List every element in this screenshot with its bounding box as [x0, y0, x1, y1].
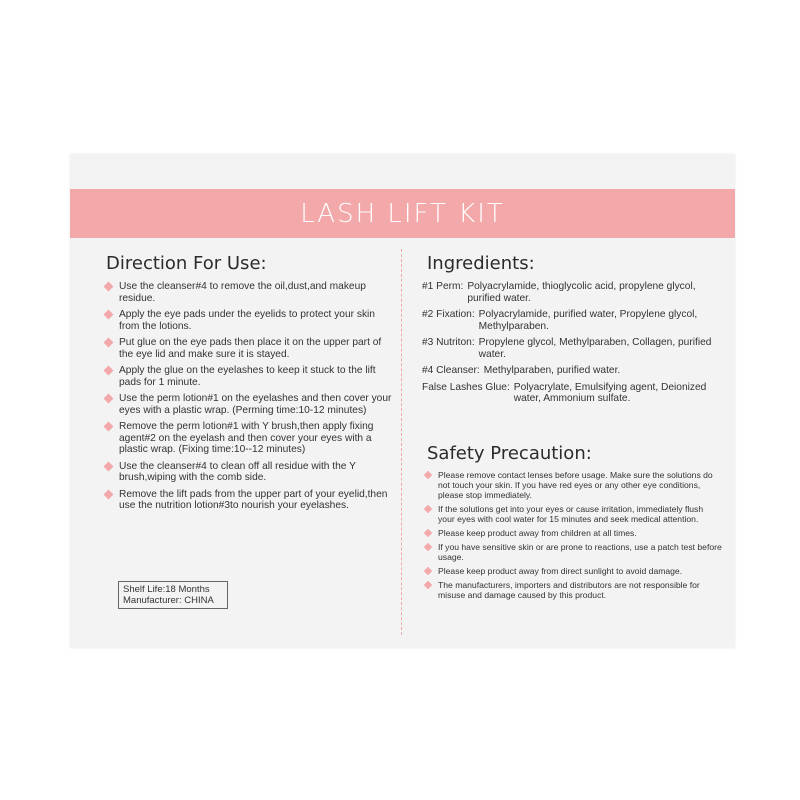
diamond-bullet-icon — [104, 310, 114, 320]
safety-text: Please keep product away from direct sunlight to avoid damage. — [438, 566, 683, 576]
ingredient-label: #4 Cleanser: — [422, 365, 480, 376]
title-banner — [70, 189, 735, 238]
ingredient-row — [422, 337, 722, 360]
direction-text: Use the cleanser#4 to remove the oil,dust,and makeup residue. — [119, 281, 366, 304]
ingredient-row — [422, 382, 722, 405]
diamond-bullet-icon — [424, 543, 432, 551]
safety-item — [422, 528, 722, 538]
safety-item — [422, 580, 722, 600]
ingredient-text: Polyacrylate, Emulsifying agent, Deionized water, Ammonium sulfate. — [513, 381, 707, 404]
safety-item — [422, 566, 722, 576]
direction-step — [102, 421, 394, 456]
safety-text: Please keep product away from children at all times. — [438, 528, 637, 538]
column-divider — [401, 249, 402, 635]
diamond-bullet-icon — [424, 471, 432, 479]
direction-step — [102, 281, 394, 304]
direction-text: Remove the perm lotion#1 with Y brush,then apply fixing agent#2 on the eyelash and then cover your eyes with a plastic wrap. (Fixing time:10--12 minutes) — [119, 421, 374, 455]
ingredient-text: Propylene glycol, Methylparaben, Collagen, purified water. — [478, 337, 712, 360]
safety-item — [422, 504, 722, 524]
ingredient-text: Polyacrylamide, thioglycolic acid, propylene glycol, purified water. — [467, 281, 696, 304]
instruction-card — [70, 154, 735, 648]
ingredient-label: #3 Nutriton: — [422, 337, 475, 348]
safety-text: If the solutions get into your eyes or cause irritation, immediately flush your eyes with cool water for 15 minutes and seek medical attention. — [438, 504, 704, 524]
diamond-bullet-icon — [104, 394, 114, 404]
diamond-bullet-icon — [424, 505, 432, 513]
ingredient-text: Methylparaben, purified water. — [483, 365, 621, 376]
ingredients-list — [422, 281, 722, 410]
direction-text: Apply the eye pads under the eyelids to protect your skin from the lotions. — [119, 309, 375, 332]
direction-step — [102, 337, 394, 360]
product-title: LASH LIFT KIT — [300, 198, 505, 229]
ingredient-text: Polyacrylamide, purified water, Propylene glycol, Methylparaben. — [478, 309, 698, 332]
safety-heading: Safety Precaution: — [427, 443, 592, 464]
ingredient-label: #2 Fixation: — [422, 309, 475, 320]
manufacturer-text: Manufacturer: CHINA — [123, 595, 214, 606]
directions-heading: Direction For Use: — [106, 253, 267, 274]
shelf-life-box — [118, 581, 228, 609]
safety-text: If you have sensitive skin or are prone to reactions, use a patch test before usage. — [438, 542, 722, 562]
safety-text: Please remove contact lenses before usage. Make sure the solutions do not touch your skin. If you have red eyes or any other eye conditions, please stop immediately. — [438, 470, 713, 500]
direction-text: Use the perm lotion#1 on the eyelashes and then cover your eyes with a plastic wrap. (Perming time:10-12 minutes) — [119, 393, 392, 416]
safety-item — [422, 542, 722, 562]
diamond-bullet-icon — [424, 581, 432, 589]
diamond-bullet-icon — [104, 338, 114, 348]
directions-list — [102, 281, 394, 517]
safety-text: The manufacturers, importers and distributors are not responsible for misuse and damage caused by this product. — [438, 580, 700, 600]
direction-step — [102, 393, 394, 416]
ingredient-row — [422, 309, 722, 332]
diamond-bullet-icon — [104, 489, 114, 499]
ingredient-row — [422, 281, 722, 304]
diamond-bullet-icon — [104, 282, 114, 292]
diamond-bullet-icon — [104, 422, 114, 432]
diamond-bullet-icon — [104, 366, 114, 376]
shelf-life-text: Shelf Life:18 Months — [123, 584, 210, 595]
direction-step — [102, 461, 394, 484]
ingredient-label: False Lashes Glue: — [422, 381, 510, 393]
direction-text: Put glue on the eye pads then place it on the upper part of the eye lid and make sure it is stayed. — [119, 337, 382, 360]
safety-list — [422, 470, 722, 604]
direction-step — [102, 309, 394, 332]
ingredients-heading: Ingredients: — [427, 253, 535, 274]
direction-step — [102, 365, 394, 388]
ingredient-label: #1 Perm: — [422, 281, 464, 292]
safety-item — [422, 470, 722, 500]
direction-text: Apply the glue on the eyelashes to keep it stuck to the lift pads for 1 minute. — [119, 365, 376, 388]
diamond-bullet-icon — [104, 461, 114, 471]
ingredient-row — [422, 365, 722, 377]
diamond-bullet-icon — [424, 529, 432, 537]
direction-text: Use the cleanser#4 to clean off all residue with the Y brush,wiping with the comb side. — [119, 460, 356, 483]
diamond-bullet-icon — [424, 567, 432, 575]
direction-text: Remove the lift pads from the upper part of your eyelid,then use the nutrition lotion#3to nourish your eyelashes. — [119, 488, 388, 511]
direction-step — [102, 489, 394, 512]
